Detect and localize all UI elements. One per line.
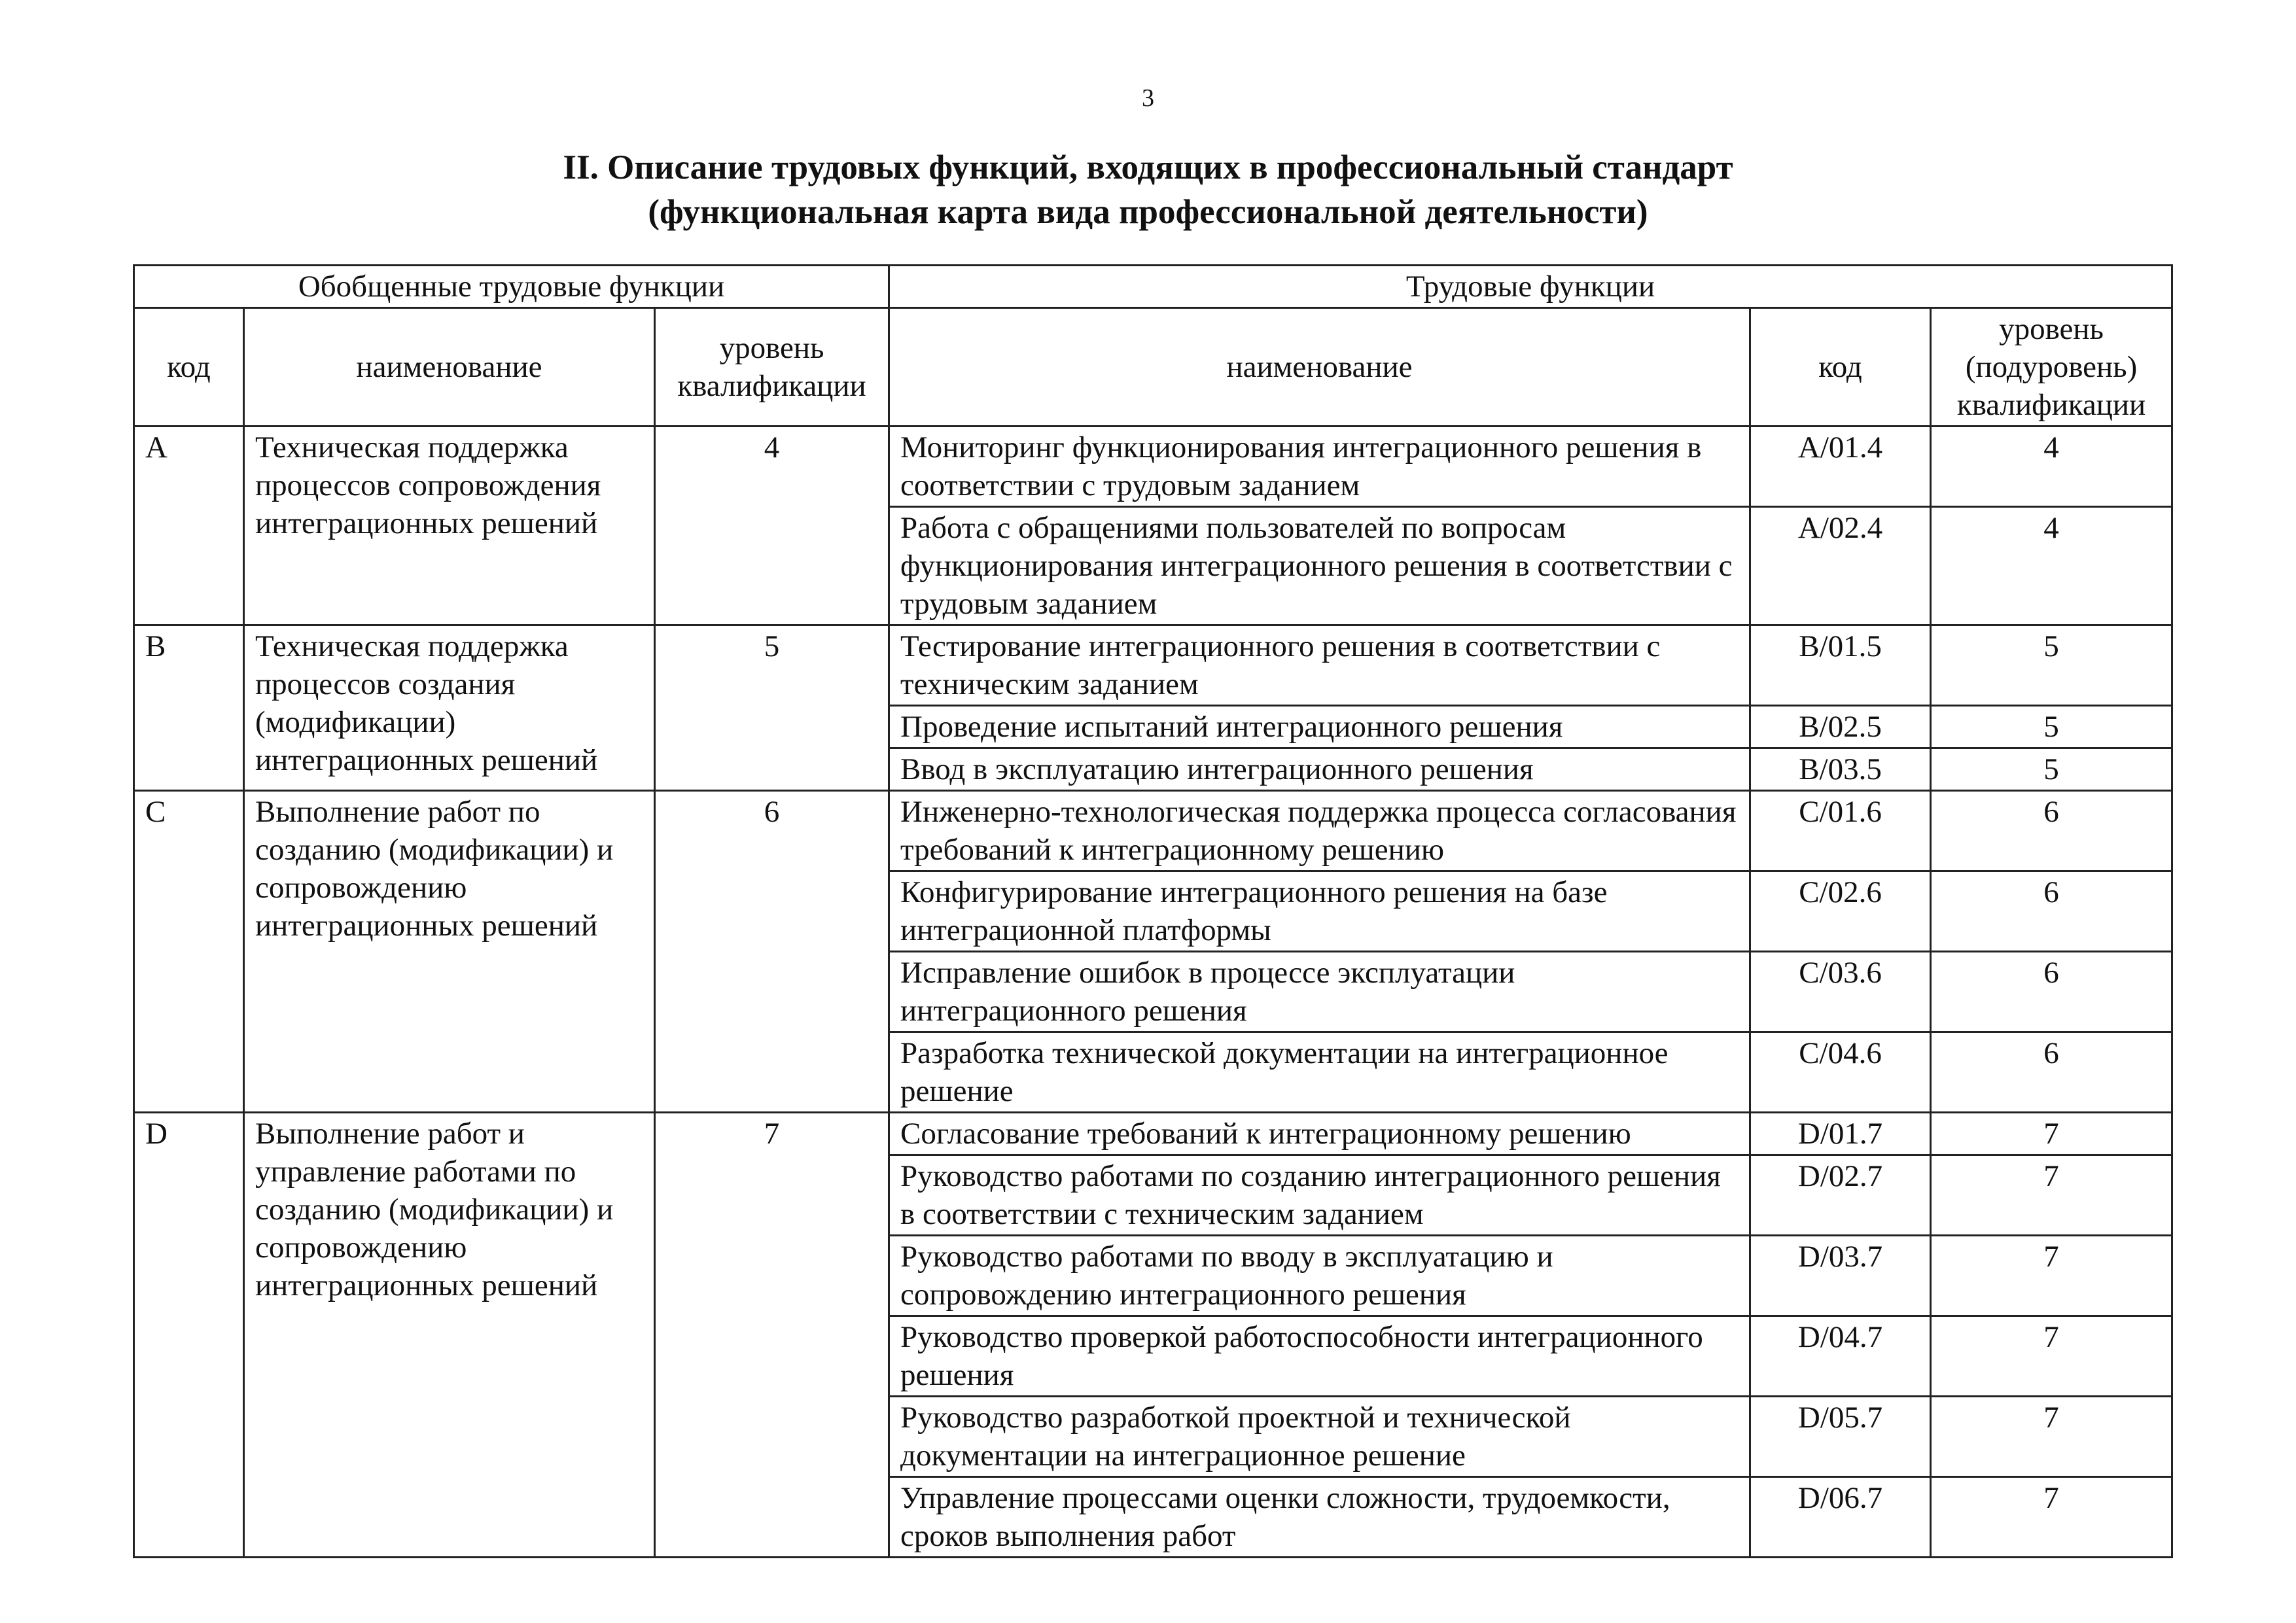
labor-function-name: Ввод в эксплуатацию интеграционного решения <box>889 748 1750 791</box>
generalized-function-code: C <box>134 791 244 1113</box>
header-name: наименование <box>244 308 655 427</box>
labor-function-level: 7 <box>1931 1113 2172 1155</box>
labor-function-name: Мониторинг функционирования интеграционного решения в соответствии с трудовым заданием <box>889 427 1750 507</box>
header-code: код <box>134 308 244 427</box>
labor-function-code: B/03.5 <box>1750 748 1931 791</box>
labor-function-name: Инженерно-технологическая поддержка процесса согласования требований к интеграционному решению <box>889 791 1750 871</box>
labor-function-name: Руководство разработкой проектной и технической документации на интеграционное решение <box>889 1397 1750 1477</box>
labor-function-name: Управление процессами оценки сложности, трудоемкости, сроков выполнения работ <box>889 1477 1750 1558</box>
labor-function-level: 6 <box>1931 791 2172 871</box>
labor-function-code: B/02.5 <box>1750 706 1931 748</box>
generalized-function-level: 5 <box>655 625 889 791</box>
labor-function-name: Работа с обращениями пользователей по вопросам функционирования интеграционного решения в соответствии с трудовым заданием <box>889 507 1750 625</box>
header-generalized-functions: Обобщенные трудовые функции <box>134 266 889 308</box>
labor-function-code: C/01.6 <box>1750 791 1931 871</box>
table-row <box>134 791 2172 871</box>
table-row <box>134 1113 2172 1155</box>
labor-function-level: 6 <box>1931 952 2172 1032</box>
title-line-1: II. Описание трудовых функций, входящих в профессиональный стандарт <box>563 148 1733 186</box>
labor-function-code: C/03.6 <box>1750 952 1931 1032</box>
labor-function-code: D/03.7 <box>1750 1236 1931 1316</box>
generalized-function-name: Техническая поддержка процессов создания (модификации) интеграционных решений <box>244 625 655 791</box>
labor-function-level: 6 <box>1931 871 2172 952</box>
labor-function-name: Исправление ошибок в процессе эксплуатации интеграционного решения <box>889 952 1750 1032</box>
generalized-function-level: 4 <box>655 427 889 625</box>
functional-map-table <box>133 264 2173 1558</box>
generalized-function-name: Выполнение работ по созданию (модификации) и сопровождению интеграционных решений <box>244 791 655 1113</box>
labor-function-code: D/06.7 <box>1750 1477 1931 1558</box>
labor-function-code: D/04.7 <box>1750 1316 1931 1397</box>
generalized-function-level: 6 <box>655 791 889 1113</box>
labor-function-name: Руководство работами по вводу в эксплуатацию и сопровождению интеграционного решения <box>889 1236 1750 1316</box>
labor-function-name: Конфигурирование интеграционного решения на базе интеграционной платформы <box>889 871 1750 952</box>
labor-function-name: Руководство проверкой работоспособности интеграционного решения <box>889 1316 1750 1397</box>
labor-function-level: 5 <box>1931 706 2172 748</box>
labor-function-level: 7 <box>1931 1397 2172 1477</box>
table-body <box>134 427 2172 1558</box>
labor-function-name: Тестирование интеграционного решения в соответствии с техническим заданием <box>889 625 1750 706</box>
labor-function-code: C/04.6 <box>1750 1032 1931 1113</box>
labor-function-code: C/02.6 <box>1750 871 1931 952</box>
labor-function-level: 6 <box>1931 1032 2172 1113</box>
labor-function-level: 4 <box>1931 507 2172 625</box>
labor-function-code: A/01.4 <box>1750 427 1931 507</box>
labor-function-name: Разработка технической документации на интеграционное решение <box>889 1032 1750 1113</box>
generalized-function-name: Выполнение работ и управление работами по созданию (модификации) и сопровождению интеграционных решений <box>244 1113 655 1558</box>
labor-function-level: 7 <box>1931 1316 2172 1397</box>
page-number: 3 <box>1142 84 1154 112</box>
labor-function-code: D/01.7 <box>1750 1113 1931 1155</box>
page-title <box>0 145 2296 234</box>
labor-function-code: B/01.5 <box>1750 625 1931 706</box>
generalized-function-code: D <box>134 1113 244 1558</box>
table-row <box>134 625 2172 706</box>
labor-function-level: 7 <box>1931 1477 2172 1558</box>
generalized-function-level: 7 <box>655 1113 889 1558</box>
title-line-2: (функциональная карта вида профессиональной деятельности) <box>648 193 1648 231</box>
labor-function-name: Руководство работами по созданию интеграционного решения в соответствии с техническим заданием <box>889 1155 1750 1236</box>
labor-function-name: Согласование требований к интеграционному решению <box>889 1113 1750 1155</box>
generalized-function-name: Техническая поддержка процессов сопровождения интеграционных решений <box>244 427 655 625</box>
generalized-function-code: A <box>134 427 244 625</box>
labor-function-code: D/05.7 <box>1750 1397 1931 1477</box>
table-row <box>134 427 2172 507</box>
header-tf-level: уровень (подуровень) квалификации <box>1931 308 2172 427</box>
header-tf-name: наименование <box>889 308 1750 427</box>
labor-function-name: Проведение испытаний интеграционного решения <box>889 706 1750 748</box>
labor-function-level: 5 <box>1931 625 2172 706</box>
labor-function-level: 4 <box>1931 427 2172 507</box>
header-level: уровень квалификации <box>655 308 889 427</box>
header-labor-functions: Трудовые функции <box>889 266 2172 308</box>
header-tf-code: код <box>1750 308 1931 427</box>
labor-function-level: 7 <box>1931 1236 2172 1316</box>
labor-function-code: A/02.4 <box>1750 507 1931 625</box>
labor-function-code: D/02.7 <box>1750 1155 1931 1236</box>
labor-function-level: 7 <box>1931 1155 2172 1236</box>
labor-function-level: 5 <box>1931 748 2172 791</box>
generalized-function-code: B <box>134 625 244 791</box>
